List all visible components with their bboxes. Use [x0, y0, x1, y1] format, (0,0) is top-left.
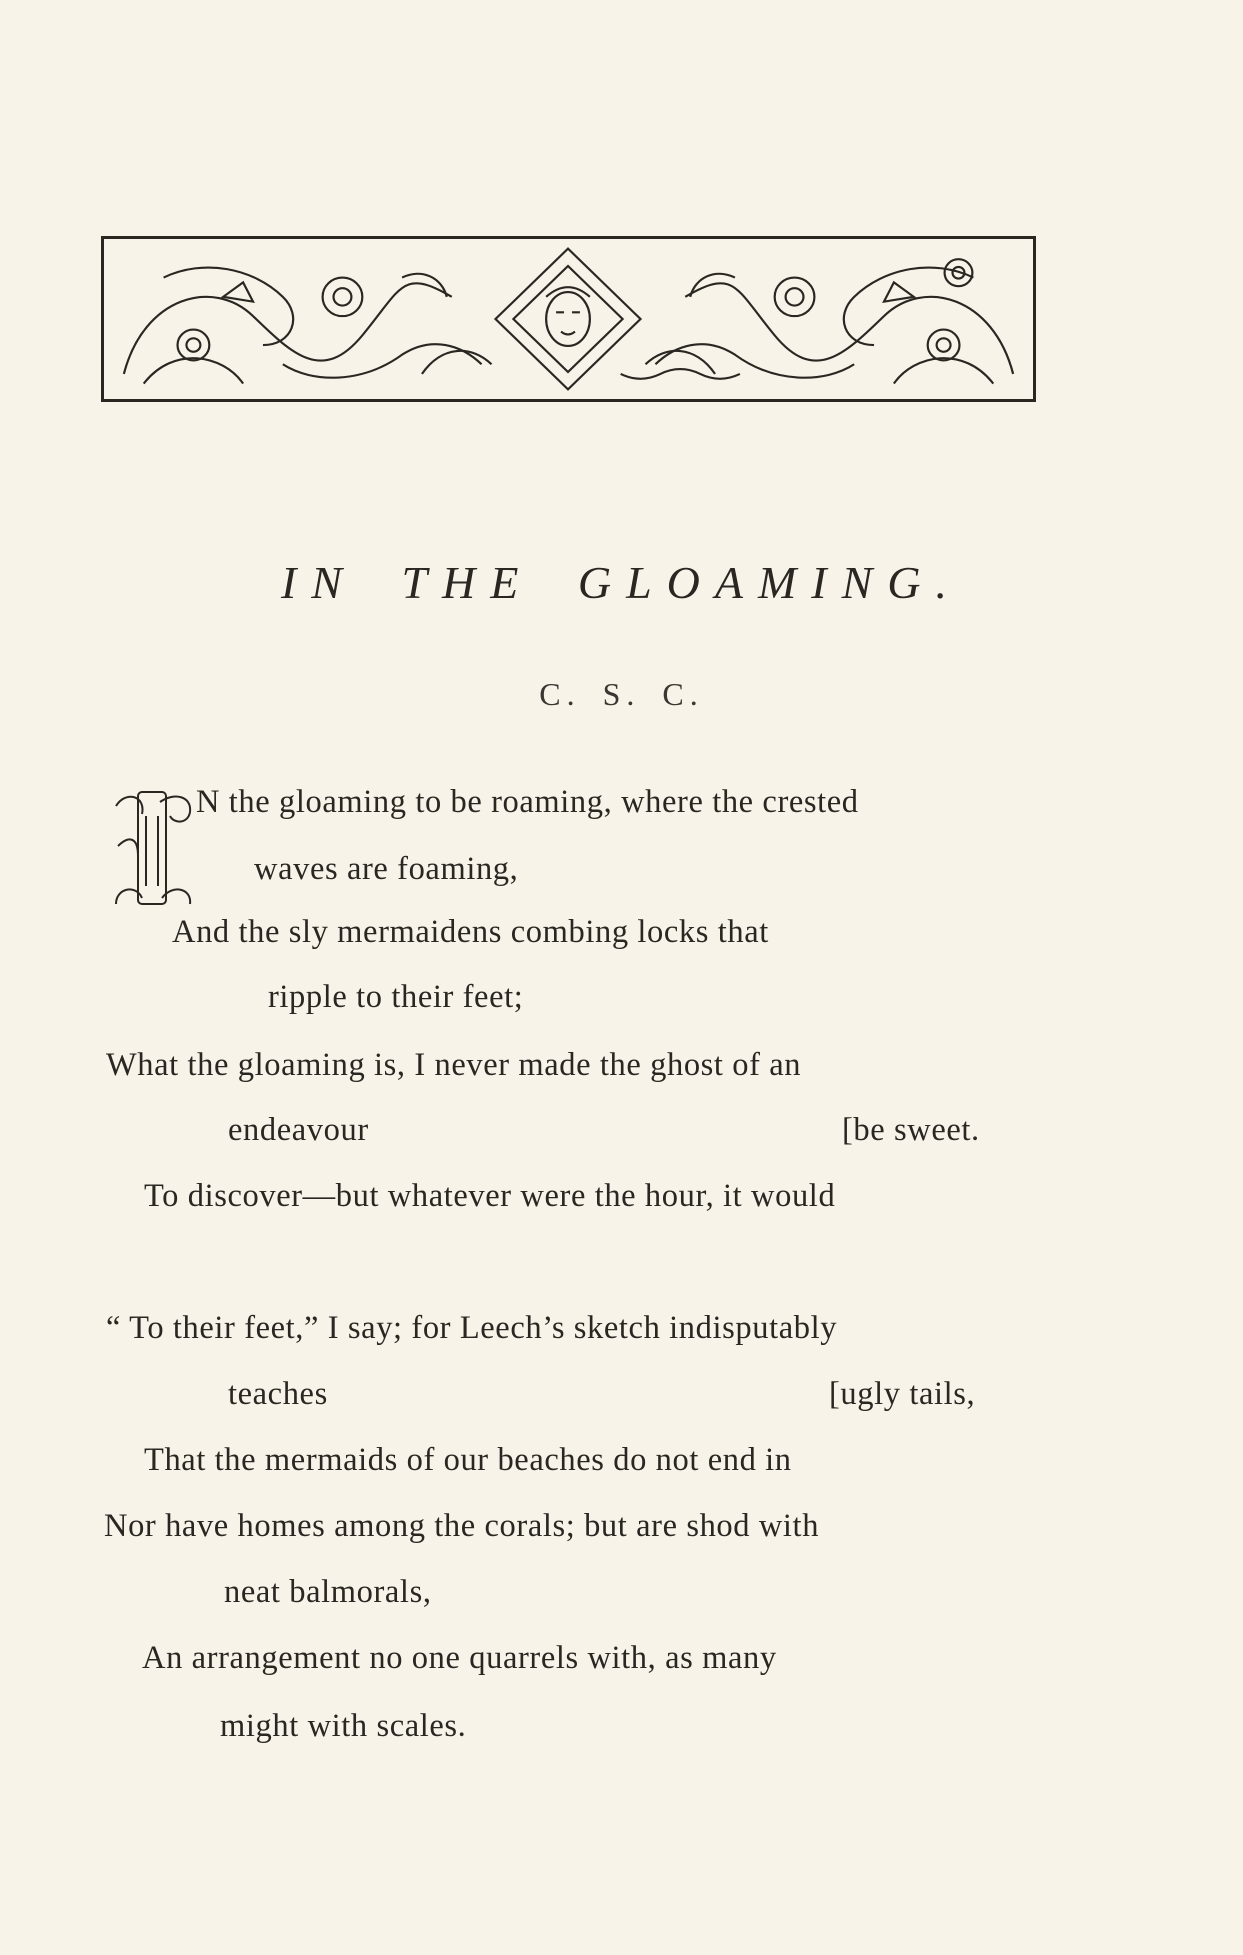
ornamental-headpiece	[101, 236, 1036, 402]
poem-line: To discover—but whatever were the hour, it would	[144, 1178, 836, 1214]
poem-line: N the gloaming to be roaming, where the crested	[196, 784, 859, 820]
poem-author: C. S. C.	[539, 676, 704, 712]
poem-line: might with scales.	[220, 1708, 467, 1744]
poem-line: And the sly mermaidens combing locks that	[172, 914, 769, 950]
poem-line: teaches	[228, 1376, 328, 1412]
poem-line: That the mermaids of our beaches do not end in	[144, 1442, 792, 1478]
poem-line: Nor have homes among the corals; but are shod with	[104, 1508, 820, 1544]
poem-line-right-bracket: [be sweet.	[842, 1112, 980, 1148]
poem-line-right-bracket: [ugly tails,	[829, 1376, 976, 1412]
poem-line: An arrangement no one quarrels with, as many	[142, 1640, 777, 1676]
poem-title: IN THE GLOAMING.	[280, 557, 963, 608]
poem-line: “ To their feet,” I say; for Leech’s sketch indisputably	[106, 1310, 838, 1346]
poem-line: What the gloaming is, I never made the ghost of an	[106, 1047, 802, 1083]
drop-cap-letter-icon	[108, 786, 208, 910]
poem-line: neat balmorals,	[224, 1574, 432, 1610]
ornamental-drop-cap	[108, 786, 208, 910]
poem-line: waves are foaming,	[254, 851, 519, 887]
poem-line: ripple to their feet;	[268, 979, 524, 1015]
foliage-ornament-icon	[104, 239, 1033, 399]
poem-line: endeavour	[228, 1112, 369, 1148]
